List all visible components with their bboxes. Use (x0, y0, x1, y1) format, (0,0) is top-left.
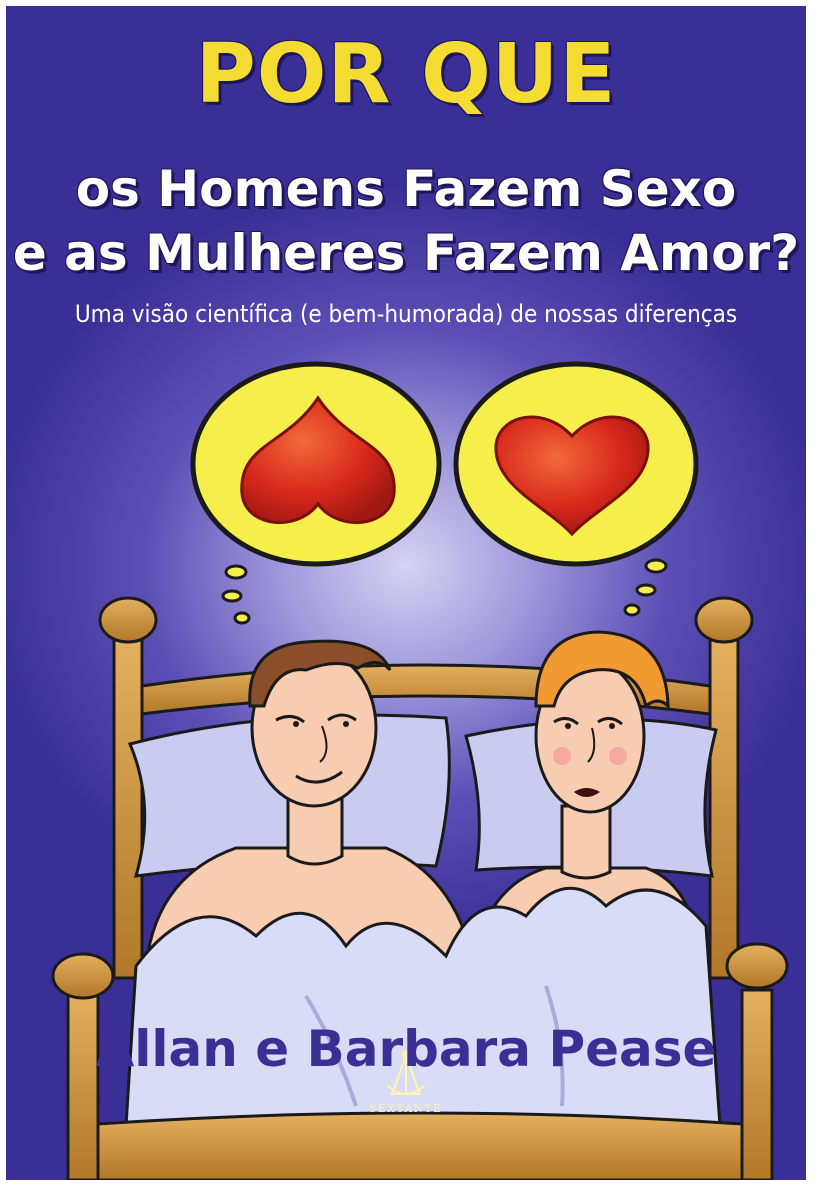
subtitle: Uma visão científica (e bem-humorada) de nossas diferenças (74, 300, 738, 328)
title-por-que: POR QUE (195, 27, 617, 122)
cover-illustration (6, 6, 806, 1180)
title-line-2: e as Mulheres Fazem Amor? (12, 224, 800, 282)
book-cover (6, 6, 806, 1180)
title-line-1: os Homens Fazem Sexo (75, 160, 737, 218)
authors: Allan e Barbara Pease (95, 1020, 717, 1078)
publisher-name: SEXTANTE (369, 1104, 443, 1115)
